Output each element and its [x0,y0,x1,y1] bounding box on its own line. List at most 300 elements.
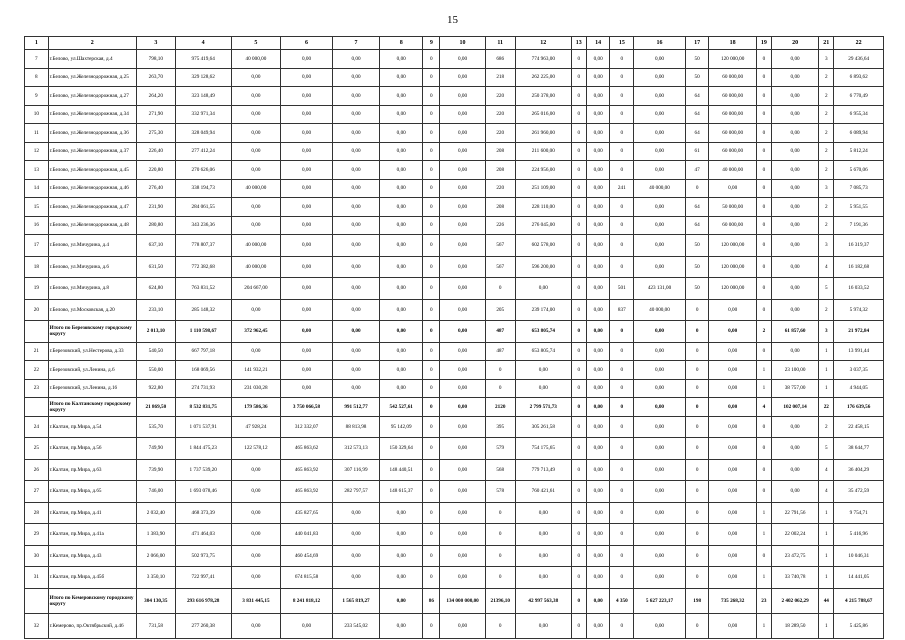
value-cell: 739,90 [136,459,175,481]
value-cell: 542 527,61 [380,398,423,417]
value-cell: 21396,10 [485,588,515,613]
value-cell: 0 [423,216,440,235]
value-cell: 9 754,71 [834,502,884,524]
row-number-cell: 29 [25,524,49,546]
value-cell: 2 402 062,29 [771,588,818,613]
value-cell: 251 109,00 [515,179,571,198]
value-cell: 2 [819,68,834,87]
value-cell: 0,00 [231,124,281,143]
value-cell: 50 [685,68,709,87]
value-cell: 282 797,57 [332,481,379,503]
table-row [25,105,884,124]
value-cell: 4 350 [610,588,634,613]
value-cell: 208 [485,161,515,180]
value-cell: 5 670,06 [834,161,884,180]
row-number-cell: 13 [25,161,49,180]
value-cell: 0,00 [634,613,686,638]
table-row [25,87,884,106]
value-cell: 16 319,37 [834,235,884,257]
total-row [25,588,884,613]
value-cell: 0,00 [771,278,818,300]
value-cell: 0,00 [771,161,818,180]
value-cell: 134 000 000,00 [440,588,485,613]
value-cell: 6 893,62 [834,68,884,87]
column-header: 4 [175,37,231,50]
value-cell: 5 974,32 [834,299,884,321]
value-cell: 250 378,00 [515,87,571,106]
value-cell: 60 000,00 [709,87,756,106]
value-cell: 4 [756,398,771,417]
address-cell: г.Белово, ул.Шахтерская, д.4 [48,50,136,69]
value-cell: 60 000,00 [709,105,756,124]
value-cell: 23 100,00 [771,361,818,380]
value-cell: 0 [756,278,771,300]
value-cell: 0,00 [332,142,379,161]
value-cell: 0 [610,124,634,143]
table-row [25,68,884,87]
value-cell: 0 [756,342,771,361]
column-header: 20 [771,37,818,50]
value-cell: 0 [571,256,586,278]
value-cell: 0,00 [380,68,423,87]
table-row [25,50,884,69]
value-cell: 262 225,00 [515,68,571,87]
table-row [25,416,884,438]
value-cell: 0 [571,278,586,300]
value-cell: 602 578,00 [515,235,571,257]
value-cell: 0 [485,613,515,638]
column-header: 22 [834,37,884,50]
value-cell: 0,00 [281,361,333,380]
value-cell: 0,00 [771,50,818,69]
value-cell: 624,80 [136,278,175,300]
value-cell: 2 [819,161,834,180]
value-cell: 323 148,49 [175,87,231,106]
address-cell: г.Березовский, ул.Ленина, д.6 [48,361,136,380]
value-cell: 120 000,00 [709,278,756,300]
address-cell: г.Белово, ул.Железнодорожная, д.45 [48,161,136,180]
value-cell: 4 [819,459,834,481]
value-cell: 239 174,00 [515,299,571,321]
table-row [25,342,884,361]
value-cell: 64 [685,124,709,143]
value-cell: 0 [423,105,440,124]
value-cell: 285 148,32 [175,299,231,321]
value-cell: 0,00 [231,142,281,161]
value-cell: 220 [485,179,515,198]
value-cell: 0,00 [634,379,686,398]
value-cell: 0,00 [281,179,333,198]
row-number-cell: 7 [25,50,49,69]
value-cell: 779 713,49 [515,459,571,481]
value-cell: 674 815,58 [281,567,333,589]
value-cell: 0 [756,87,771,106]
value-cell: 0,00 [281,256,333,278]
table-row [25,361,884,380]
value-cell: 0 [571,124,586,143]
value-cell: 0,00 [634,105,686,124]
value-cell: 1 [819,567,834,589]
row-number-cell: 14 [25,179,49,198]
value-cell: 0,00 [380,567,423,589]
value-cell: 468 373,39 [175,502,231,524]
column-header: 17 [685,37,709,50]
value-cell: 0,00 [586,299,610,321]
value-cell: 264,20 [136,87,175,106]
value-cell: 2 [756,321,771,343]
value-cell: 3 [819,179,834,198]
row-number-cell: 11 [25,124,49,143]
value-cell: 0 [756,68,771,87]
value-cell: 0,00 [586,416,610,438]
value-cell: 0 [571,216,586,235]
value-cell: 0,00 [586,142,610,161]
value-cell: 0,00 [586,161,610,180]
table-row [25,459,884,481]
value-cell: 0,00 [281,105,333,124]
value-cell: 22 458,15 [834,416,884,438]
value-cell: 305 261,58 [515,416,571,438]
value-cell: 0 [685,321,709,343]
address-cell: г.Березовский, ул.Нестерова, д.33 [48,342,136,361]
value-cell: 0,00 [634,124,686,143]
value-cell: 61 857,60 [771,321,818,343]
value-cell: 0,00 [515,545,571,567]
value-cell: 0,00 [709,613,756,638]
address-cell: г.Белово, ул.Мичурина, д.8 [48,278,136,300]
value-cell: 0,00 [586,502,610,524]
value-cell: 0 [685,545,709,567]
value-cell: 276 045,00 [515,216,571,235]
value-cell: 0,00 [771,68,818,87]
value-cell: 0 [685,179,709,198]
value-cell: 60 000,00 [709,142,756,161]
value-cell: 435 827,65 [281,502,333,524]
value-cell: 395 [485,416,515,438]
value-cell: 0,00 [515,379,571,398]
value-cell: 0,00 [380,299,423,321]
value-cell: 0 [423,161,440,180]
value-cell: 0 [571,588,586,613]
value-cell: 0,00 [440,379,485,398]
value-cell: 0,00 [771,179,818,198]
value-cell: 120 000,00 [709,256,756,278]
table-row [25,216,884,235]
value-cell: 0,00 [332,161,379,180]
value-cell: 0,00 [332,179,379,198]
value-cell: 0,00 [440,567,485,589]
value-cell: 3 831 445,15 [231,588,281,613]
row-number-cell [25,321,49,343]
value-cell: 0,00 [586,50,610,69]
value-cell: 501 [610,278,634,300]
address-cell: г.Калтан, пр.Мира, д.54 [48,416,136,438]
value-cell: 0 [685,379,709,398]
address-cell: г.Калтан, пр.Мира, д.45б [48,567,136,589]
value-cell: 0,00 [634,87,686,106]
value-cell: 0,00 [515,278,571,300]
value-cell: 233,10 [136,299,175,321]
address-cell: г.Белово, ул.Железнодорожная, д.37 [48,142,136,161]
value-cell: 0 [685,502,709,524]
value-cell: 0,00 [440,438,485,460]
value-cell: 329 128,62 [175,68,231,87]
value-cell: 0,00 [515,613,571,638]
value-cell: 596 200,00 [515,256,571,278]
value-cell: 0 [571,398,586,417]
value-cell: 176 639,56 [834,398,884,417]
value-cell: 0,00 [586,179,610,198]
row-number-cell: 19 [25,278,49,300]
value-cell: 0,00 [709,438,756,460]
value-cell: 567 [485,235,515,257]
column-header: 14 [586,37,610,50]
value-cell: 0,00 [380,502,423,524]
value-cell: 631,50 [136,256,175,278]
value-cell: 535,70 [136,416,175,438]
value-cell: 0 [571,68,586,87]
value-cell: 220 [485,124,515,143]
value-cell: 0,00 [634,459,686,481]
value-cell: 763 831,52 [175,278,231,300]
value-cell: 0,00 [440,502,485,524]
column-header: 10 [440,37,485,50]
value-cell: 5 [819,438,834,460]
table-row [25,481,884,503]
value-cell: 0,00 [380,198,423,217]
value-cell: 1 [756,524,771,546]
value-cell: 0 [423,179,440,198]
value-cell: 0 [485,278,515,300]
row-number-cell: 24 [25,416,49,438]
value-cell: 0,00 [281,124,333,143]
value-cell: 0,00 [771,438,818,460]
value-cell: 304 130,35 [136,588,175,613]
value-cell: 0,00 [332,361,379,380]
value-cell: 0 [571,459,586,481]
value-cell: 922,80 [136,379,175,398]
value-cell: 653 805,74 [515,321,571,343]
value-cell: 0,00 [440,256,485,278]
value-cell: 0,00 [440,68,485,87]
value-cell: 141 932,21 [231,361,281,380]
value-cell: 0,00 [231,567,281,589]
value-cell: 0 [485,567,515,589]
value-cell: 0,00 [634,481,686,503]
value-cell: 0 [756,545,771,567]
value-cell: 0,00 [709,321,756,343]
address-cell: г.Калтан, пр.Мира, д.41 [48,502,136,524]
value-cell: 0,00 [332,216,379,235]
data-table [24,36,884,639]
value-cell: 0,00 [332,50,379,69]
value-cell: 3 [819,321,834,343]
value-cell: 0,00 [440,398,485,417]
table-row [25,198,884,217]
value-cell: 0 [685,613,709,638]
address-cell: г.Калтан, пр.Мира, д.56 [48,438,136,460]
value-cell: 23 [756,588,771,613]
value-cell: 1 737 539,20 [175,459,231,481]
value-cell: 667 797,18 [175,342,231,361]
address-cell: г.Кемерово, пр.Октябрьский, д.46 [48,613,136,638]
value-cell: 0 [610,459,634,481]
value-cell: 0,00 [332,124,379,143]
value-cell: 40 000,00 [634,299,686,321]
value-cell: 0,00 [586,379,610,398]
value-cell: 0 [610,235,634,257]
value-cell: 0 [485,524,515,546]
value-cell: 0,00 [440,179,485,198]
value-cell: 0,00 [440,161,485,180]
column-header: 3 [136,37,175,50]
value-cell: 372 962,45 [231,321,281,343]
value-cell: 64 [685,198,709,217]
value-cell: 0 [610,502,634,524]
value-cell: 36 404,29 [834,459,884,481]
column-header: 13 [571,37,586,50]
value-cell: 0,00 [380,588,423,613]
value-cell: 61 [685,142,709,161]
value-cell: 0 [756,50,771,69]
value-cell: 0,00 [586,545,610,567]
value-cell: 1 [819,502,834,524]
value-cell: 4 215 788,67 [834,588,884,613]
value-cell: 0 [423,524,440,546]
value-cell: 0,00 [380,361,423,380]
value-cell: 0,00 [515,361,571,380]
table-row [25,502,884,524]
value-cell: 0,00 [634,545,686,567]
value-cell: 837 [610,299,634,321]
total-row [25,321,884,343]
value-cell: 653 805,74 [515,342,571,361]
value-cell: 35 472,59 [834,481,884,503]
value-cell: 22 791,56 [771,502,818,524]
value-cell: 0,00 [440,87,485,106]
value-cell: 0 [571,613,586,638]
value-cell: 1 [756,567,771,589]
value-cell: 772 382,68 [175,256,231,278]
value-cell: 0,00 [281,50,333,69]
value-cell: 0,00 [440,459,485,481]
value-cell: 0,00 [634,567,686,589]
value-cell: 0,00 [281,379,333,398]
value-cell: 0,00 [709,416,756,438]
value-cell: 686 [485,50,515,69]
value-cell: 5 627 223,17 [634,588,686,613]
value-cell: 0,00 [380,142,423,161]
value-cell: 0 [610,216,634,235]
value-cell: 0,00 [586,321,610,343]
value-cell: 0 [423,459,440,481]
value-cell: 40 000,00 [231,256,281,278]
table-row [25,179,884,198]
value-cell: 0 [610,342,634,361]
value-cell: 0 [571,50,586,69]
value-cell: 2 032,40 [136,502,175,524]
value-cell: 1 110 598,67 [175,321,231,343]
value-cell: 23 472,75 [771,545,818,567]
value-cell: 0,00 [440,124,485,143]
value-cell: 722 997,41 [175,567,231,589]
value-cell: 0,00 [586,481,610,503]
value-cell: 10 046,31 [834,545,884,567]
value-cell: 0,00 [586,278,610,300]
value-cell: 0,00 [332,379,379,398]
value-cell: 0,00 [709,398,756,417]
value-cell: 0,00 [515,502,571,524]
row-number-cell: 32 [25,613,49,638]
value-cell: 0,00 [634,524,686,546]
value-cell: 168 069,56 [175,361,231,380]
value-cell: 0,00 [231,216,281,235]
value-cell: 38 644,77 [834,438,884,460]
value-cell: 5 [819,278,834,300]
value-cell: 0,00 [380,278,423,300]
table-row [25,567,884,589]
value-cell: 179 586,36 [231,398,281,417]
value-cell: 40 000,00 [231,235,281,257]
column-header: 15 [610,37,634,50]
value-cell: 0,00 [332,299,379,321]
value-cell: 198 [685,588,709,613]
value-cell: 502 973,75 [175,545,231,567]
value-cell: 0,00 [281,321,333,343]
value-cell: 1 [819,545,834,567]
value-cell: 0 [571,502,586,524]
value-cell: 465 863,92 [281,459,333,481]
value-cell: 460 454,69 [281,545,333,567]
value-cell: 312 573,13 [332,438,379,460]
value-cell: 0,00 [440,361,485,380]
value-cell: 0,00 [440,545,485,567]
row-number-cell: 27 [25,481,49,503]
value-cell: 0 [571,342,586,361]
table-row [25,278,884,300]
value-cell: 0,00 [709,179,756,198]
value-cell: 0,00 [771,216,818,235]
value-cell: 0,00 [440,50,485,69]
value-cell: 0 [610,321,634,343]
value-cell: 6 770,49 [834,87,884,106]
value-cell: 0,00 [332,105,379,124]
value-cell: 0,00 [634,216,686,235]
value-cell: 1 565 819,27 [332,588,379,613]
value-cell: 208 [485,142,515,161]
value-cell: 0 [685,361,709,380]
value-cell: 271,90 [136,105,175,124]
value-cell: 0,00 [634,142,686,161]
value-cell: 261 960,00 [515,124,571,143]
value-cell: 0 [571,235,586,257]
value-cell: 0,00 [380,50,423,69]
value-cell: 47 928,24 [231,416,281,438]
value-cell: 0,00 [380,321,423,343]
value-cell: 0,00 [380,179,423,198]
value-cell: 2 [819,124,834,143]
value-cell: 4 [819,256,834,278]
value-cell: 0,00 [440,321,485,343]
value-cell: 0,00 [380,379,423,398]
value-cell: 0,00 [380,216,423,235]
value-cell: 5 425,86 [834,613,884,638]
column-header: 9 [423,37,440,50]
value-cell: 50 [685,278,709,300]
value-cell: 0,00 [634,438,686,460]
value-cell: 0 [610,161,634,180]
value-cell: 0,00 [586,459,610,481]
